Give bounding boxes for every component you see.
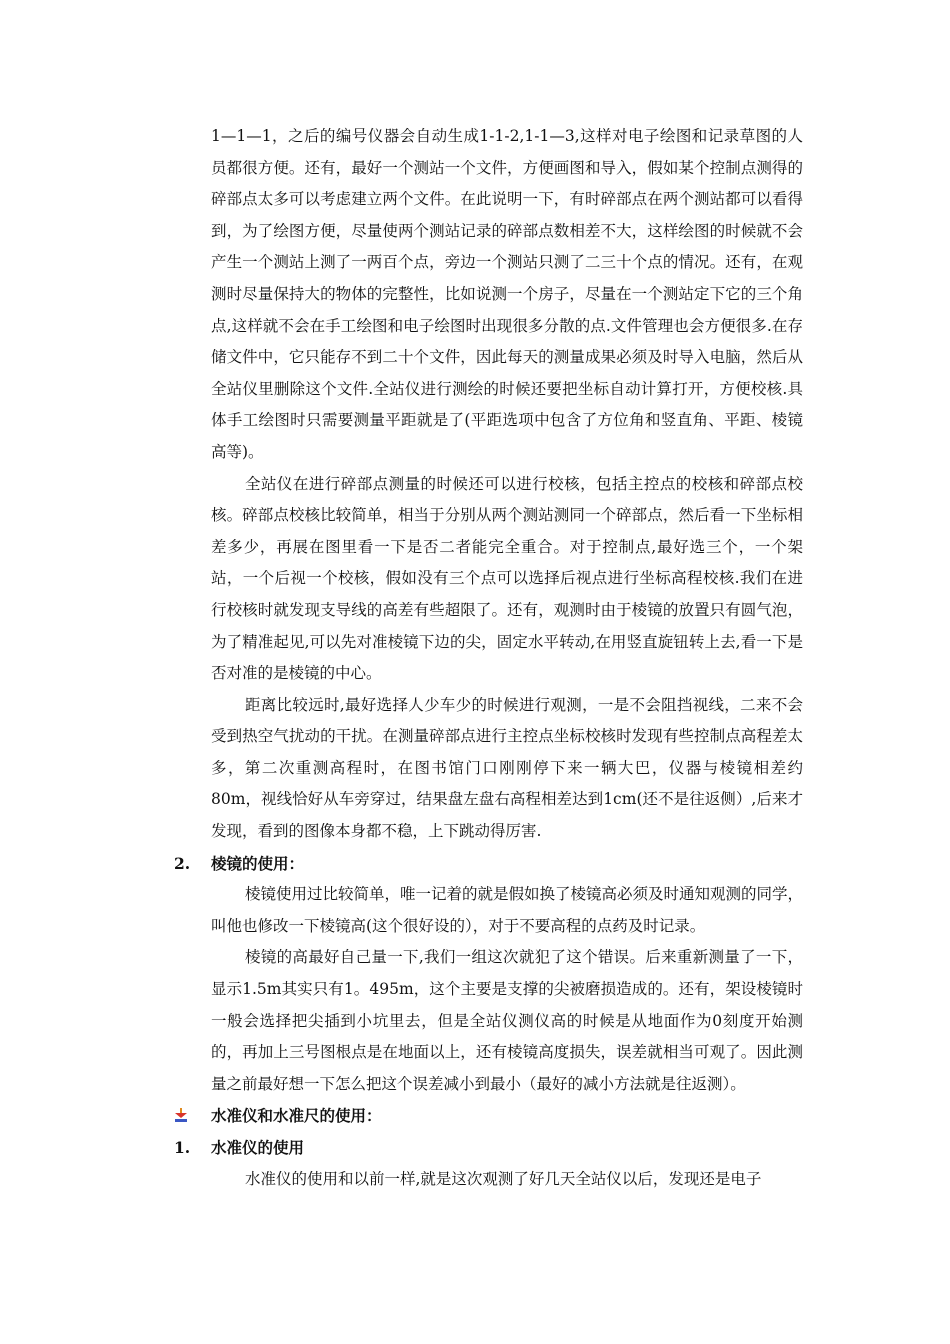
section-heading-level: [211, 1100, 803, 1132]
document-body: [174, 121, 804, 1195]
heading-text: 水准仪和水准尺的使用：: [211, 1106, 382, 1126]
paragraph-1: 1—1—1，之后的编号仪器会自动生成1-1-2,1-1—3,这样对电子绘图和记录草图的人员都很方便。还有，最好一个测站一个文件，方便画图和导入，假如某个控制点测得的碎部点太多可以考虑建立两个文件。在此说明一下，有时碎部点在两个测站都可以看得到，为了绘图方便，尽量使两个测站记录的碎部点数相差不大，这样绘图的时候就不会产生一个测站上测了一两百个点，旁边一个测站只测了二三十个点的情况。还有，在观测时尽量保持大的物体的完整性，比如说测一个房子，尽量在一个测站定下它的三个角点,这样就不会在手工绘图和电子绘图时出现很多分散的点.文件管理也会方便很多.在存储文件中，它只能存不到二十个文件，因此每天的测量成果必须及时导入电脑，然后从全站仪里删除这个文件.全站仪进行测绘的时候还要把坐标自动计算打开，方便校核.具体手工绘图时只需要测量平距就是了(平距选项中包含了方位角和竖直角、平距、棱镜高等)。: [211, 127, 803, 461]
paragraph-5: 棱镜的高最好自己量一下,我们一组这次就犯了这个错误。后来重新测量了一下，显示1.5m其实只有1。495m，这个主要是支撑的尖被磨损造成的。还有，架设棱镜时一般会选择把尖插到小坑里去，但是全站仪测仪高的时候是从地面作为0刻度开始测的，再加上三号图根点是在地面以上，还有棱镜高度损失，误差就相当可观了。因此测量之前最好想一下怎么把这个误差减小到最小（最好的减小方法就是往返测）。: [211, 948, 803, 1093]
paragraph-6: 水准仪的使用和以前一样,就是这次观测了好几天全站仪以后，发现还是电子: [245, 1169, 762, 1188]
paragraph-4: 棱镜使用过比较简单，唯一记着的就是假如换了棱镜高必须及时通知观测的同学，叫他也修改一下棱镜高(这个很好设的），对于不要高程的点药及时记录。: [211, 885, 804, 935]
heading-number: 1.: [174, 1138, 191, 1157]
subsection-heading-level-use: [174, 1132, 803, 1164]
heading-number: 2.: [174, 853, 191, 873]
paragraph-2: 全站仪在进行碎部点测量的时候还可以进行校核，包括主控点的校核和碎部点校核。碎部点校核比较简单，相当于分别从两个测站测同一个碎部点，然后看一下坐标相差多少，再展在图里看一下是否二者能完全重合。对于控制点,最好选三个，一个架站，一个后视一个校核，假如没有三个点可以选择后视点进行坐标高程校核.我们在进行校核时就发现支导线的高差有些超限了。还有，观测时由于棱镜的放置只有圆气泡，为了精准起见,可以先对准棱镜下边的尖，固定水平转动,在用竖直旋钮转上去,看一下是否对准的是棱镜的中心。: [211, 474, 803, 683]
bullet-arrow-icon: [174, 1108, 188, 1122]
heading-text: 棱镜的使用：: [211, 853, 305, 873]
section-heading-prism: [174, 848, 803, 880]
heading-text: 水准仪的使用: [211, 1138, 305, 1157]
paragraph-3: 距离比较远时,最好选择人少车少的时候进行观测，一是不会阻挡视线，二来不会受到热空气扰动的干扰。在测量碎部点进行主控点坐标校核时发现有些控制点高程差太多，第二次重测高程时，在图书馆门口刚刚停下来一辆大巴，仪器与棱镜相差约80m，视线恰好从车旁穿过，结果盘左盘右高程相差达到1cm(还不是往返侧）,后来才发现，看到的图像本身都不稳，上下跳动得厉害.: [211, 695, 803, 841]
